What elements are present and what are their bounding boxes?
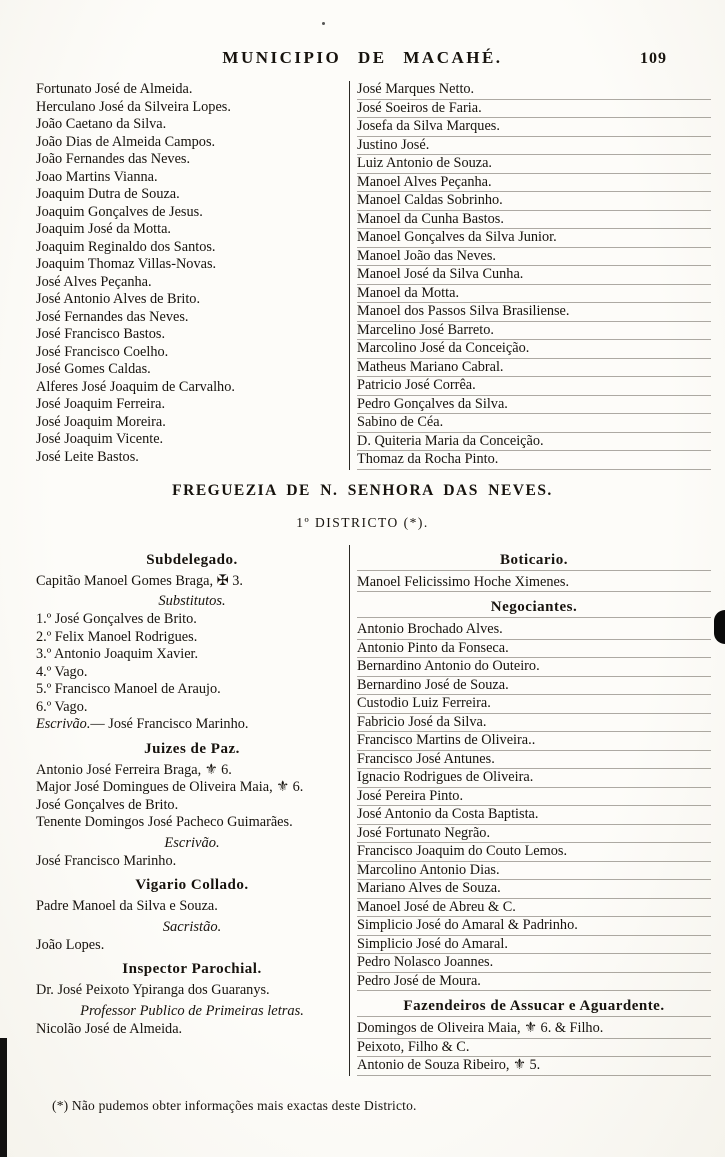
list-item: Antonio de Souza Ribeiro, ⚜ 5. <box>357 1057 711 1076</box>
list-item: Patricio José Corrêa. <box>357 377 711 396</box>
list-item: 3.º Antonio Joaquim Xavier. <box>36 646 199 662</box>
list-item: José Marques Netto. <box>357 81 711 100</box>
list-item: Joao Martins Vianna. <box>36 168 158 185</box>
list-item: Pedro Nolasco Joannes. <box>357 954 711 973</box>
list-item: Fortunato José de Almeida. <box>36 81 193 97</box>
list-item: Peixoto, Filho & C. <box>357 1039 711 1058</box>
list-item: José Francisco Coelho. <box>36 343 169 360</box>
list-item: Francisco Joaquim do Couto Lemos. <box>357 843 711 862</box>
freguezia-section-title: FREGUEZIA DE N. SENHORA DAS NEVES. <box>172 481 553 499</box>
list-item: Joaquim Thomaz Villas-Novas. <box>36 256 217 272</box>
directory-right-column <box>350 545 711 1076</box>
list-item: Justino José. <box>357 137 711 156</box>
list-item: João Fernandes das Neves. <box>36 151 191 167</box>
list-item: João Lopes. <box>36 936 105 953</box>
list-item: 1.º José Gonçalves de Brito. <box>36 611 197 627</box>
scan-artifact-speck <box>322 22 325 25</box>
districto-subtitle: 1º DISTRICTO (*). <box>296 514 429 530</box>
list-item: Joaquim José da Motta. <box>36 221 172 237</box>
list-item: Manoel João das Neves. <box>357 248 711 267</box>
list-item: Mariano Alves de Souza. <box>357 880 711 899</box>
district-directory-section <box>0 545 725 1076</box>
column-subheading: Professor Publico de Primeiras letras. <box>80 1002 304 1019</box>
list-item: José Joaquim Vicente. <box>36 431 164 447</box>
list-item: Alferes José Joaquim de Carvalho. <box>36 378 235 395</box>
list-item: Manoel José de Abreu & C. <box>357 899 711 918</box>
list-item: Manoel Alves Peçanha. <box>357 174 711 193</box>
list-item: Pedro Gonçalves da Silva. <box>357 396 711 415</box>
list-item: Francisco Martins de Oliveira.. <box>357 732 711 751</box>
list-item: Escrivão.— José Francisco Marinho. <box>36 716 249 732</box>
list-item: Josefa da Silva Marques. <box>357 118 711 137</box>
list-item: Marcolino Antonio Dias. <box>357 862 711 881</box>
column-subheading: Sacristão. <box>162 918 222 935</box>
residents-list-left-column <box>36 81 348 470</box>
list-item: D. Quiteria Maria da Conceição. <box>357 433 711 452</box>
list-item: José Antonio Alves de Brito. <box>36 291 201 307</box>
list-item: José Joaquim Moreira. <box>36 413 166 430</box>
list-item: Pedro José de Moura. <box>357 973 711 992</box>
residents-list-section <box>0 81 725 470</box>
list-item: José Gomes Caldas. <box>36 361 151 377</box>
list-item: Joaquim Dutra de Souza. <box>36 186 180 202</box>
list-item: Bernardino José de Souza. <box>357 677 711 696</box>
column-heading: Juizes de Paz. <box>144 740 240 757</box>
column-subheading: Substitutos. <box>158 593 226 609</box>
directory-left-column <box>36 545 348 1076</box>
list-item: Joaquim Reginaldo dos Santos. <box>36 238 216 255</box>
list-item: Tenente Domingos José Pacheco Guimarães. <box>36 814 293 830</box>
scan-artifact-left-edge <box>0 1038 7 1157</box>
list-item: 2.º Felix Manoel Rodrigues. <box>36 628 198 645</box>
page-title: MUNICIPIO DE MACAHÉ. <box>222 48 503 67</box>
list-item: Manoel dos Passos Silva Brasiliense. <box>357 303 711 322</box>
list-item: José Francisco Marinho. <box>36 852 177 869</box>
list-item: José Gonçalves de Brito. <box>36 796 179 813</box>
page-header <box>0 0 725 68</box>
list-item: Francisco José Antunes. <box>357 751 711 770</box>
list-item: Marcelino José Barreto. <box>357 322 711 341</box>
list-item: João Dias de Almeida Campos. <box>36 133 216 150</box>
list-item: Matheus Mariano Cabral. <box>357 359 711 378</box>
list-item: Padre Manoel da Silva e Souza. <box>36 898 218 914</box>
footnote: (*) Não pudemos obter informações mais exactas deste Districto. <box>52 1097 417 1113</box>
list-item: Major José Domingues de Oliveira Maia, ⚜ 6. <box>36 779 304 795</box>
column-subheading: Escrivão. <box>164 834 220 851</box>
list-item: Simplicio José do Amaral & Padrinho. <box>357 917 711 936</box>
list-item: José Fernandes das Neves. <box>36 308 189 325</box>
list-item: José Antonio da Costa Baptista. <box>357 806 711 825</box>
list-item: Ignacio Rodrigues de Oliveira. <box>357 769 711 788</box>
list-item: José Fortunato Negrão. <box>357 825 711 844</box>
list-item: Manoel Caldas Sobrinho. <box>357 192 711 211</box>
column-heading: Boticario. <box>357 551 711 571</box>
list-item: José Soeiros de Faria. <box>357 100 711 119</box>
list-item: José Alves Peçanha. <box>36 273 152 290</box>
list-item: Nicolão José de Almeida. <box>36 1020 183 1037</box>
list-item: Custodio Luiz Ferreira. <box>357 695 711 714</box>
list-item: Capitão Manoel Gomes Braga, ✠ 3. <box>36 572 243 589</box>
column-heading: Vigario Collado. <box>135 877 249 893</box>
page-number: 109 <box>640 50 667 67</box>
list-item: José Pereira Pinto. <box>357 788 711 807</box>
list-item: Dr. José Peixoto Ypiranga dos Guaranys. <box>36 982 270 998</box>
column-heading: Subdelegado. <box>146 551 238 568</box>
list-item: José Joaquim Ferreira. <box>36 396 166 412</box>
list-item: José Francisco Bastos. <box>36 326 166 342</box>
list-item: Antonio José Ferreira Braga, ⚜ 6. <box>36 761 232 778</box>
list-item: Manoel da Cunha Bastos. <box>357 211 711 230</box>
list-item: 4.º Vago. <box>36 663 88 680</box>
residents-list-right-column <box>350 81 711 470</box>
list-item: Bernardino Antonio do Outeiro. <box>357 658 711 677</box>
list-item: Manoel Gonçalves da Silva Junior. <box>357 229 711 248</box>
list-item: Joaquim Gonçalves de Jesus. <box>36 203 203 220</box>
column-heading: Inspector Parochial. <box>122 961 262 977</box>
list-item: João Caetano da Silva. <box>36 116 167 132</box>
list-item: Antonio Pinto da Fonseca. <box>357 640 711 659</box>
column-heading: Negociantes. <box>357 598 711 618</box>
list-item: Manoel da Motta. <box>357 285 711 304</box>
list-item: José Leite Bastos. <box>36 448 139 465</box>
list-item: Marcolino José da Conceição. <box>357 340 711 359</box>
list-item: Simplicio José do Amaral. <box>357 936 711 955</box>
list-item: Fabricio José da Silva. <box>357 714 711 733</box>
column-heading: Fazendeiros de Assucar e Aguardente. <box>357 997 711 1017</box>
list-item: Domingos de Oliveira Maia, ⚜ 6. & Filho. <box>357 1020 711 1039</box>
list-item: Manoel José da Silva Cunha. <box>357 266 711 285</box>
list-item: Thomaz da Rocha Pinto. <box>357 451 711 470</box>
list-item: Herculano José da Silveira Lopes. <box>36 98 231 115</box>
scan-artifact-right-edge <box>714 610 725 644</box>
list-item: Manoel Felicissimo Hoche Ximenes. <box>357 574 711 593</box>
list-item: 5.º Francisco Manoel de Araujo. <box>36 681 221 697</box>
list-item: Sabino de Céa. <box>357 414 711 433</box>
list-item: Antonio Brochado Alves. <box>357 621 711 640</box>
list-item: 6.º Vago. <box>36 698 88 715</box>
list-item: Luiz Antonio de Souza. <box>357 155 711 174</box>
